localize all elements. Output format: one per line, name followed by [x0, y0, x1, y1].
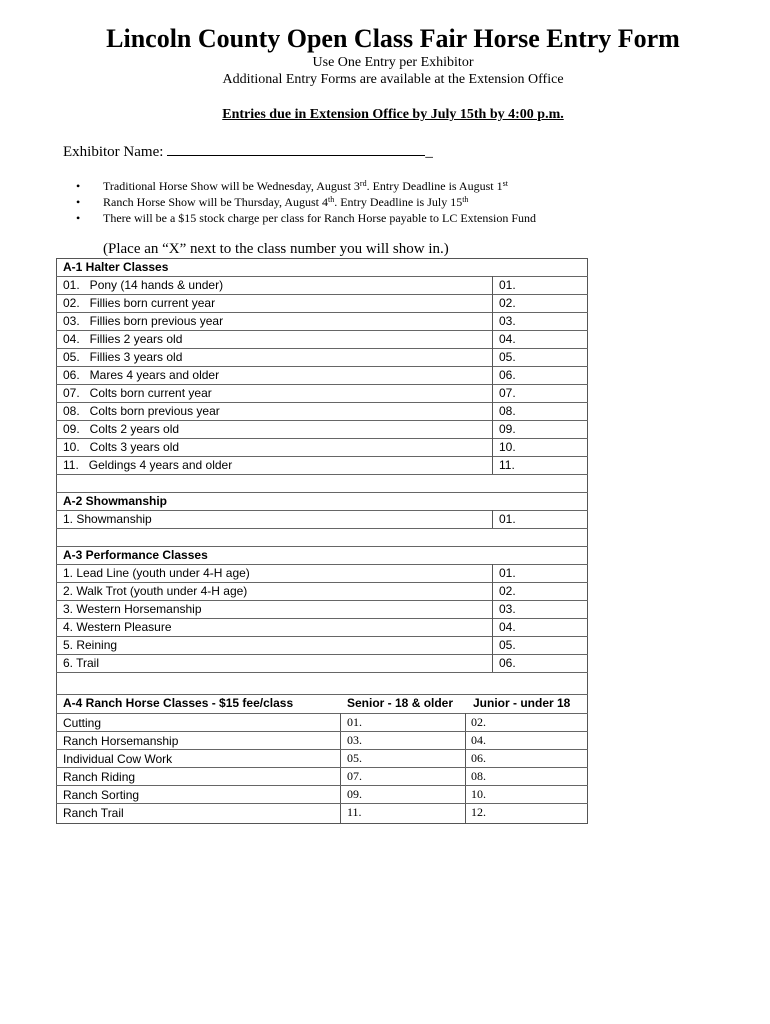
a1-class-row	[56, 456, 588, 474]
class-entry-box[interactable]: 11.	[492, 456, 588, 474]
class-name: 5. Reining	[63, 638, 118, 652]
class-name: 02. Fillies born current year	[63, 296, 216, 310]
junior-entry-box[interactable]: 08.	[471, 769, 486, 783]
senior-entry-box[interactable]: 09.	[347, 787, 362, 801]
show-info-list	[76, 178, 536, 226]
entries-due-notice: Entries due in Extension Office by July 15th by 4:00 p.m.	[222, 107, 564, 122]
class-name: 05. Fillies 3 years old	[63, 350, 183, 364]
class-entry-box[interactable]: 10.	[492, 438, 588, 456]
senior-entry-box[interactable]: 01.	[347, 715, 362, 729]
a4-section-header	[56, 694, 588, 712]
junior-entry-box[interactable]: 10.	[471, 787, 486, 801]
class-name: 2. Walk Trot (youth under 4-H age)	[63, 584, 248, 598]
class-name: Ranch Trail	[63, 806, 124, 820]
class-entry-box[interactable]: 01.	[492, 276, 588, 294]
class-name: 03. Fillies born previous year	[63, 314, 224, 328]
class-name: Ranch Riding	[63, 770, 136, 784]
class-entry-box[interactable]: 07.	[492, 384, 588, 402]
a3-title: A-3 Performance Classes	[63, 548, 208, 562]
a3-class-row	[56, 582, 588, 600]
bullet-stock-charge: • There will be a $15 stock charge per class for Ranch Horse payable to LC Extension Fund	[76, 210, 536, 226]
a1-class-row	[56, 366, 588, 384]
junior-entry-box[interactable]: 06.	[471, 751, 486, 765]
subtitle-entry-rule: Use One Entry per Exhibitor	[312, 55, 474, 70]
class-entry-box[interactable]: 04.	[492, 618, 588, 636]
class-entry-box[interactable]: 06.	[492, 366, 588, 384]
a3-class-row	[56, 654, 588, 672]
a1-section-header	[56, 258, 588, 276]
a1-class-row	[56, 402, 588, 420]
exhibitor-name-trailing-underscore: _	[425, 144, 433, 160]
a4-class-row	[56, 768, 588, 786]
senior-entry-box[interactable]: 11.	[347, 805, 362, 819]
a1-class-row	[56, 348, 588, 366]
divider	[56, 474, 588, 475]
a4-title: A-4 Ranch Horse Classes - $15 fee/class	[63, 696, 294, 710]
class-entry-box[interactable]: 05.	[492, 636, 588, 654]
senior-entry-box[interactable]: 07.	[347, 769, 362, 783]
a1-class-row	[56, 384, 588, 402]
exhibitor-name-label: Exhibitor Name:	[63, 144, 164, 160]
senior-entry-box[interactable]: 05.	[347, 751, 362, 765]
class-name: 3. Western Horsemanship	[63, 602, 202, 616]
a1-class-row	[56, 438, 588, 456]
a1-class-row	[56, 312, 588, 330]
class-entry-box[interactable]: 08.	[492, 402, 588, 420]
junior-entry-box[interactable]: 02.	[471, 715, 486, 729]
exhibitor-name-row	[63, 143, 433, 161]
class-entry-box[interactable]: 01.	[492, 564, 588, 582]
a4-class-row	[56, 732, 588, 750]
class-entry-box[interactable]: 03.	[492, 600, 588, 618]
subtitle-extension-office: Additional Entry Forms are available at the Extension Office	[222, 72, 564, 87]
bullet-ranch-show: • Ranch Horse Show will be Thursday, August 4th. Entry Deadline is July 15th	[76, 194, 536, 210]
class-name: Ranch Horsemanship	[63, 734, 179, 748]
class-entry-box[interactable]: 01.	[492, 510, 588, 528]
class-entry-box[interactable]: 05.	[492, 348, 588, 366]
class-name: 04. Fillies 2 years old	[63, 332, 183, 346]
a4-class-row	[56, 804, 588, 822]
a3-class-row	[56, 600, 588, 618]
a4-class-row	[56, 750, 588, 768]
class-entry-box[interactable]: 03.	[492, 312, 588, 330]
bullet-traditional-show: • Traditional Horse Show will be Wednesday, August 3rd. Entry Deadline is August 1st	[76, 178, 536, 194]
class-name: 06. Mares 4 years and older	[63, 368, 220, 382]
class-name: 07. Colts born current year	[63, 386, 212, 400]
class-entry-box[interactable]: 04.	[492, 330, 588, 348]
a2-title: A-2 Showmanship	[63, 494, 168, 508]
class-name: 01. Pony (14 hands & under)	[63, 278, 224, 292]
class-name: Individual Cow Work	[63, 752, 173, 766]
class-entry-box[interactable]: 06.	[492, 654, 588, 672]
class-entry-box[interactable]: 02.	[492, 294, 588, 312]
senior-entry-box[interactable]: 03.	[347, 733, 362, 747]
class-name: Ranch Sorting	[63, 788, 140, 802]
a4-class-row	[56, 786, 588, 804]
junior-entry-box[interactable]: 12.	[471, 805, 486, 819]
junior-entry-box[interactable]: 04.	[471, 733, 486, 747]
exhibitor-name-field[interactable]	[167, 143, 425, 156]
a4-senior-header: Senior - 18 & older	[347, 696, 454, 710]
class-name: 11. Geldings 4 years and older	[63, 458, 233, 472]
divider	[56, 672, 588, 673]
class-name: 1. Showmanship	[63, 512, 152, 526]
a1-title: A-1 Halter Classes	[63, 260, 169, 274]
a1-class-row	[56, 330, 588, 348]
a1-class-row	[56, 294, 588, 312]
class-entry-box[interactable]: 02.	[492, 582, 588, 600]
a4-class-row	[56, 714, 588, 732]
class-name: 10. Colts 3 years old	[63, 440, 180, 454]
class-name: 6. Trail	[63, 656, 100, 670]
form-title: Lincoln County Open Class Fair Horse Entry Form	[106, 24, 680, 53]
a1-class-row	[56, 276, 588, 294]
a3-class-row	[56, 636, 588, 654]
class-name: 08. Colts born previous year	[63, 404, 220, 418]
a1-class-row	[56, 420, 588, 438]
a2-class-row	[56, 510, 588, 528]
class-name: 1. Lead Line (youth under 4-H age)	[63, 566, 250, 580]
class-entry-box[interactable]: 09.	[492, 420, 588, 438]
a3-section-header	[56, 546, 588, 564]
instruction-text: (Place an “X” next to the class number you will show in.)	[103, 241, 449, 257]
class-name: 4. Western Pleasure	[63, 620, 172, 634]
divider	[56, 528, 588, 529]
a2-section-header	[56, 492, 588, 510]
class-name: 09. Colts 2 years old	[63, 422, 180, 436]
a4-junior-header: Junior - under 18	[473, 696, 571, 710]
class-name: Cutting	[63, 716, 102, 730]
a3-class-row	[56, 564, 588, 582]
a3-class-row	[56, 618, 588, 636]
